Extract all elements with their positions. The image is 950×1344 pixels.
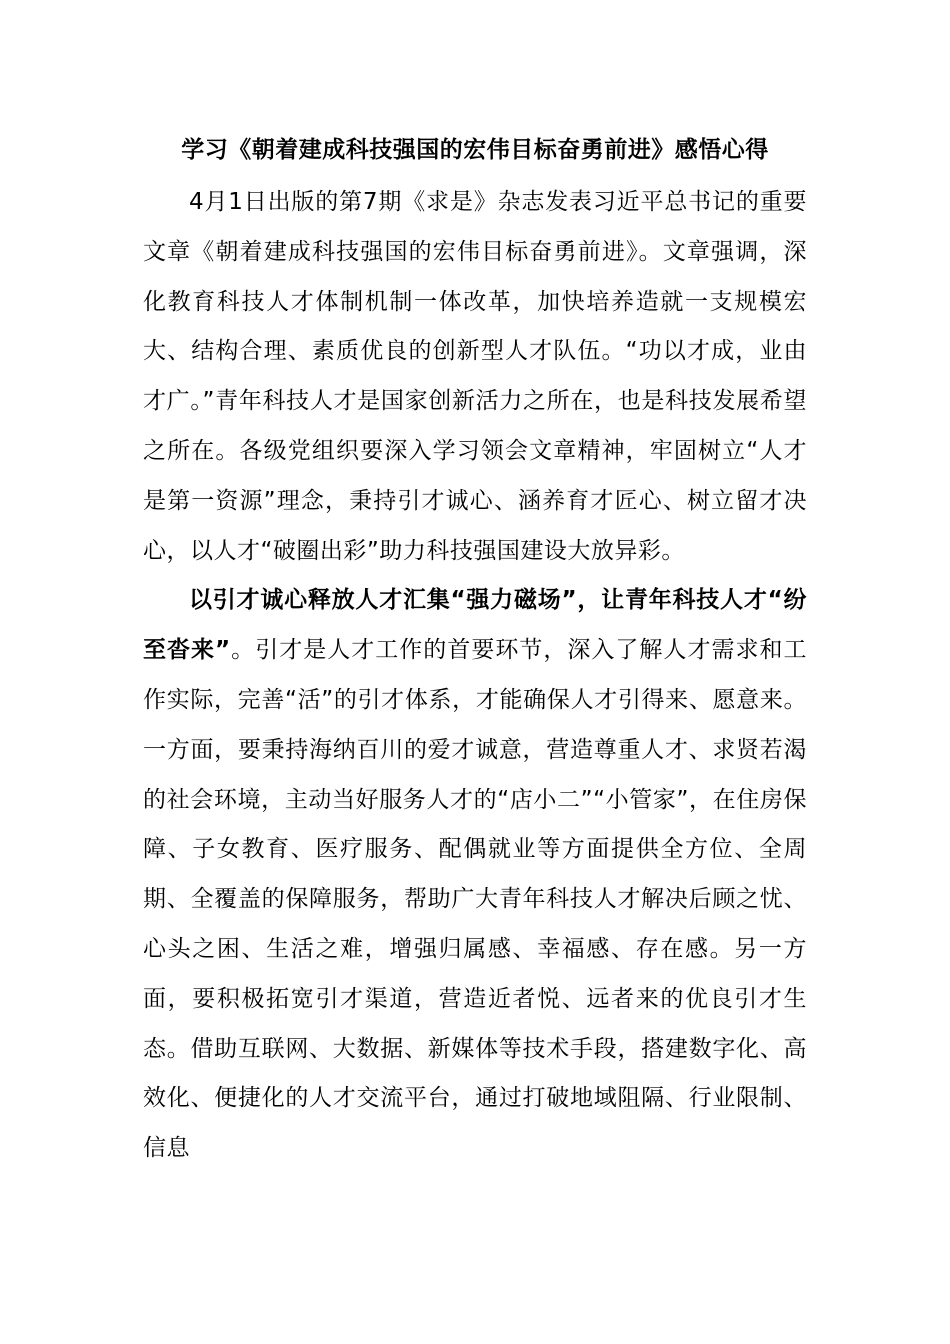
document-title: 学习《朝着建成科技强国的宏伟目标奋勇前进》感悟心得 [181, 137, 769, 163]
paragraph-1 [143, 178, 807, 576]
paragraph-2-text: 。引才是人才工作的首要环节，深入了解人才需求和工作实际，完善“活”的引才体系，才能确保人才引得来、愿意来。一方面，要秉持海纳百川的爱才诚意，营造尊重人才、求贤若渴的社会环境，主动当好服务人才的“店小二”“小管家”，在住房保障、子女教育、医疗服务、配偶就业等方面提供全方位、全周期、全覆盖的保障服务，帮助广大青年科技人才解决后顾之忧、心头之困、生活之难，增强归属感、幸福感、存在感。另一方面，要积极拓宽引才渠道，营造近者悦、远者来的优良引才生态。借助互联网、大数据、新媒体等技术手段，搭建数字化、高效化、便捷化的人才交流平台，通过打破地域阻隔、行业限制、信息 [143, 637, 808, 1162]
paragraph-1-text: 4月1日出版的第7期《求是》杂志发表习近平总书记的重要文章《朝着建成科技强国的宏伟目标奋勇前进》。文章强调，深化教育科技人才体制机制一体改革，加快培养造就一支规模宏大、结构合理、素质优良的创新型人才队伍。“功以才成，业由才广。”青年科技人才是国家创新活力之所在，也是科技发展希望之所在。各级党组织要深入学习领会文章精神，牢固树立“人才是第一资源”理念，秉持引才诚心、涵养育才匠心、树立留才决心，以人才“破圈出彩”助力科技强国建设大放异彩。 [143, 189, 807, 564]
paragraph-2-lead: 以引才诚心释放人才汇集“强力磁场”，让青年科技人才“纷至沓来” [143, 587, 807, 664]
paragraph-2 [143, 576, 807, 1174]
document-body [143, 128, 807, 1174]
